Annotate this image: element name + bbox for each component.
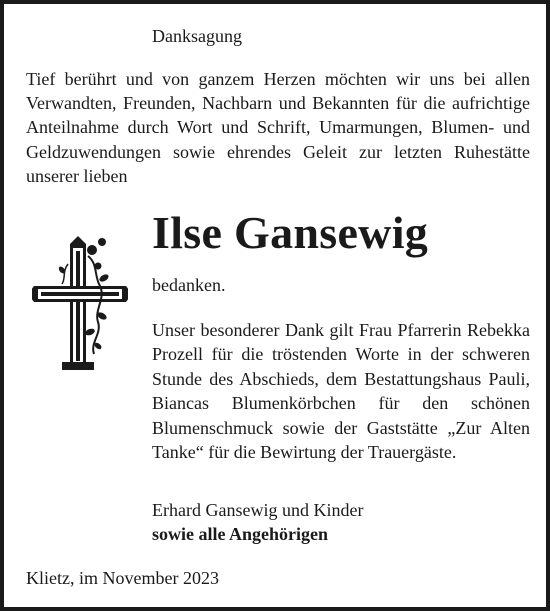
signers-block <box>152 498 363 546</box>
deceased-name: Ilse Gansewig <box>152 207 429 258</box>
notice-heading: Danksagung <box>152 26 242 46</box>
cross-with-roses-icon <box>32 236 128 372</box>
special-thanks-paragraph: Unser besonderer Dank gilt Frau Pfarrerin Rebekka Prozell für die tröstenden Worte in der schweren Stunde des Abschieds, dem Bestattungshaus Pauli, Biancas Blumenkörbchen für den schönen Blumenschmuck sowie der Gaststätte „Zur Alten Tanke“ für die Bewirtung der Trauergäste. <box>152 320 530 463</box>
intro-paragraph: Tief berührt und von ganzem Herzen möchten wir uns bei allen Verwandten, Freunden, Nachbarn und Bekannten für die aufrichtige Anteilnahme durch Wort und Schrift, Umarmungen, Blumen- und Geldzuwendungen sowie ehrendes Geleit zur letzten Ruhestätte unserer lieben <box>26 69 530 186</box>
signer-line-2: sowie alle Angehörigen <box>152 524 328 544</box>
place-date: Klietz, im November 2023 <box>26 568 219 588</box>
thanks-verb: bedanken. <box>152 275 226 295</box>
signer-line-1: Erhard Gansewig und Kinder <box>152 500 364 520</box>
